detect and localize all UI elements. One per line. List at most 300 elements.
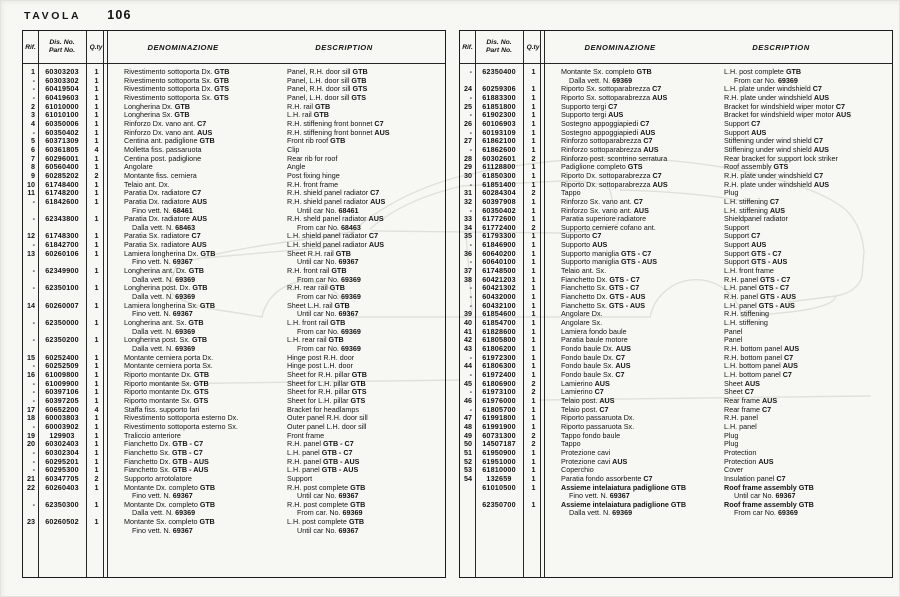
denominazione-text: Supporto C7 — [561, 231, 602, 241]
description-text: R.H. plate under windshield C7 — [724, 170, 824, 180]
description-text: Until car No. 69367 — [297, 525, 359, 535]
ref-number-cell: 6 — [31, 144, 35, 154]
table-row — [23, 354, 445, 363]
denominazione-text: Molletta fiss. passaruota — [124, 144, 202, 154]
ref-number-cell: - — [32, 75, 35, 85]
table-row — [23, 518, 445, 527]
quantity-cell: 1 — [94, 214, 99, 224]
part-number-cell: 61991800 — [482, 413, 516, 423]
quantity-cell: 1 — [531, 499, 536, 509]
part-number-cell: 60419504 — [45, 84, 79, 94]
table-row — [23, 336, 445, 345]
denominazione-text: Fondo baule Sx. AUS — [561, 361, 631, 371]
part-number-cell: 61772600 — [482, 214, 516, 224]
description-text: L.H. panel GTS - AUS — [724, 300, 795, 310]
denominazione-text: Paratia baule motore — [561, 335, 628, 345]
description-text: R.H. panel — [724, 413, 758, 423]
quantity-cell: 1 — [531, 404, 536, 414]
part-number-cell: 60285202 — [45, 170, 79, 180]
ref-number-cell: 47 — [464, 413, 472, 423]
header-divider — [23, 63, 445, 64]
description-text: Until car No. 69367 — [297, 491, 359, 501]
ref-number-cell: - — [469, 292, 472, 302]
header-part-no-line2: Part No. — [48, 47, 76, 54]
denominazione-text: Riporto Sx. sottoparabrezza C7 — [561, 84, 662, 94]
description-text: Outer panel R.H. door sill — [287, 413, 368, 423]
denominazione-text: Fondo baule Sx. C7 — [561, 369, 625, 379]
part-number-cell: 61842600 — [45, 196, 79, 206]
description-text: Sheet for L.H. pillar GTS — [287, 395, 366, 405]
description-text: From car No. 69369 — [297, 344, 361, 353]
quantity-cell: 1 — [531, 144, 536, 154]
table-row — [460, 466, 892, 475]
description-text: L.H. rear rail GTB — [287, 335, 344, 345]
description-text: L.H. stiffening AUS — [724, 205, 786, 215]
description-text: R.H. panel GTS - AUS — [724, 292, 797, 302]
quantity-cell: 1 — [531, 352, 536, 362]
denominazione-text: Longherina Sx. GTB — [124, 110, 190, 120]
denominazione-text: Longherina ant. Sx. GTB — [124, 318, 204, 328]
denominazione-text: Paratia Sx. radiatore AUS — [124, 240, 207, 250]
denominazione-text: Riporto montante Dx. GTS — [124, 387, 209, 397]
table-row — [460, 354, 892, 363]
part-number-cell: 60361805 — [45, 144, 79, 154]
part-number-cell: 61972400 — [482, 369, 516, 379]
part-number-cell: 14507187 — [482, 439, 516, 449]
table-row — [23, 146, 445, 155]
table-row — [23, 267, 445, 276]
part-number-cell: 129903 — [49, 430, 75, 440]
quantity-cell: 1 — [94, 240, 99, 250]
ref-number-cell: 17 — [27, 404, 35, 414]
part-number-cell: 61883300 — [482, 92, 516, 102]
denominazione-text: Paratia Dx. radiatore C7 — [124, 188, 202, 198]
denominazione-text: Fino vett. N. 69367 — [132, 525, 193, 535]
description-text: L.H. bottom panel AUS — [724, 361, 798, 371]
ref-number-cell: 1 — [31, 67, 35, 76]
quantity-cell: 1 — [531, 84, 536, 94]
part-number-cell: 61842700 — [45, 240, 79, 250]
table-row — [460, 423, 892, 432]
ref-number-cell: 20 — [27, 439, 35, 449]
denominazione-text: Riporto montante Sx. GTS — [124, 395, 209, 405]
table-row — [460, 284, 892, 293]
denominazione-text: Lamiera fondo baule — [561, 326, 627, 336]
description-text: R.H. post complete GTB — [287, 482, 366, 492]
denominazione-text: Lamierino C7 — [561, 387, 604, 397]
ref-number-cell: 29 — [464, 162, 472, 172]
header-denominazione: DENOMINAZIONE — [584, 42, 656, 52]
part-number-cell: 62343800 — [45, 214, 79, 224]
part-number-cell: 62350400 — [482, 67, 516, 76]
quantity-cell: 1 — [531, 196, 536, 206]
part-number-cell: 60652200 — [45, 404, 79, 414]
description-text: Protection — [724, 447, 757, 457]
parts-table-right — [459, 30, 893, 578]
part-number-cell: 61806300 — [482, 361, 516, 371]
quantity-cell: 1 — [94, 196, 99, 206]
part-number-cell: 61748200 — [45, 188, 79, 198]
denominazione-text: Telaio ant. Dx. — [124, 179, 170, 189]
table-row — [23, 458, 445, 467]
part-number-cell: 61973100 — [482, 387, 516, 397]
ref-number-cell: 25 — [464, 101, 472, 111]
quantity-cell: 1 — [531, 170, 536, 180]
denominazione-text: Rinforzo post. scontrino serratura — [561, 153, 668, 163]
ref-number-cell: 39 — [464, 309, 472, 319]
denominazione-text: Fianchetto Dx. GTS - AUS — [561, 292, 646, 302]
description-text: L.H. shield panel radiator AUS — [287, 240, 385, 250]
denominazione-text: Lamiera longherina Dx. GTB — [124, 248, 216, 258]
description-text: L.H. shield panel radiator C7 — [287, 231, 379, 241]
table-row — [23, 380, 445, 389]
header-dis-no: Dis. No. — [49, 38, 75, 46]
ref-number-cell: 53 — [464, 465, 472, 475]
quantity-cell: 1 — [531, 214, 536, 224]
quantity-cell: 1 — [94, 162, 99, 172]
ref-number-cell: 33 — [464, 214, 472, 224]
description-text: From car No. 69369 — [297, 326, 361, 336]
part-number-cell: 132659 — [486, 473, 512, 483]
denominazione-text: Rivestimento sottoporta Sx. GTS — [124, 92, 229, 102]
description-text: From car. No. 69369 — [297, 508, 363, 518]
ref-number-cell: 31 — [464, 188, 472, 198]
ref-number-cell: - — [32, 240, 35, 250]
denominazione-text: Fianchetto Dx. GTB - C7 — [124, 439, 204, 449]
part-number-cell: 61806900 — [482, 378, 516, 388]
quantity-cell: 1 — [531, 231, 536, 241]
ref-number-cell: - — [32, 196, 35, 206]
description-text: R.H. bottom panel C7 — [724, 352, 794, 362]
description-text: L.H. post complete GTB — [287, 517, 365, 527]
part-number-cell: 61850300 — [482, 170, 516, 180]
ref-number-cell: 30 — [464, 170, 472, 180]
table-header — [460, 31, 892, 63]
description-text: R.H. sheld panel radiator AUS — [287, 214, 384, 224]
part-number-cell: 61009800 — [45, 369, 79, 379]
description-text: L.H. panel GTB - AUS — [287, 465, 359, 475]
quantity-cell: 1 — [94, 439, 99, 449]
table-row — [460, 345, 892, 354]
ref-number-cell: - — [469, 205, 472, 215]
table-row — [460, 432, 892, 441]
description-text: Bracket for windshield wiper motor AUS — [724, 110, 852, 120]
denominazione-text: Rivestimento sottoporta esterno Dx. — [124, 413, 239, 423]
ref-number-cell: 26 — [464, 118, 472, 128]
quantity-cell: 1 — [94, 378, 99, 388]
description-text: Bracket for windshield wiper motor C7 — [724, 101, 846, 111]
table-row — [460, 155, 892, 164]
denominazione-text: Riporto passaruota Sx. — [561, 421, 635, 431]
part-number-cell: 61851400 — [482, 179, 516, 189]
ref-number-cell: 19 — [27, 430, 35, 440]
ref-number-cell: 41 — [464, 326, 472, 336]
denominazione-text: Rinforzo sottoparabrezza AUS — [561, 144, 659, 154]
denominazione-text: Tappo — [561, 439, 581, 449]
description-text: Sheet AUS — [724, 378, 760, 388]
ref-number-cell: 43 — [464, 344, 472, 353]
ref-number-cell: 15 — [27, 352, 35, 362]
ref-number-cell — [23, 207, 38, 216]
ref-number-cell — [23, 492, 38, 501]
table-row — [23, 440, 445, 449]
quantity-cell: 1 — [531, 127, 536, 137]
ref-number-cell: 35 — [464, 231, 472, 241]
table-row — [23, 68, 445, 77]
part-number-cell: 61772400 — [482, 222, 516, 232]
quantity-cell: 1 — [531, 413, 536, 423]
part-number-cell: 61010100 — [45, 110, 79, 120]
quantity-cell: 1 — [94, 266, 99, 276]
denominazione-text: Supporto AUS — [561, 240, 608, 250]
ref-number-cell: 5 — [31, 136, 35, 146]
description-text: R.H. rear rail GTB — [287, 283, 345, 293]
quantity-cell: 1 — [531, 110, 536, 120]
ref-number-cell: 38 — [464, 274, 472, 284]
description-text: R.H. front frame — [287, 179, 339, 189]
part-number-cell: 61902300 — [482, 110, 516, 120]
part-number-cell: 61009900 — [45, 378, 79, 388]
ref-number-cell: 34 — [464, 222, 472, 232]
denominazione-text: Fianchetto Sx. GTS - C7 — [561, 283, 640, 293]
part-number-cell: 60295201 — [45, 456, 79, 466]
name-description-cell — [107, 527, 445, 536]
quantity-cell: 1 — [531, 447, 536, 457]
table-row — [23, 527, 445, 536]
table-row — [23, 215, 445, 224]
ref-number-cell: - — [32, 378, 35, 388]
quantity-cell: 1 — [531, 240, 536, 250]
ref-number-cell: 37 — [464, 266, 472, 276]
part-number-cell: 61991900 — [482, 421, 516, 431]
table-row — [23, 466, 445, 475]
part-number-cell: 62350700 — [482, 499, 516, 509]
header-denominazione: DENOMINAZIONE — [147, 42, 219, 52]
part-number-cell: 62350300 — [45, 499, 79, 509]
part-number-cell: 60419603 — [45, 92, 79, 102]
table-row — [460, 232, 892, 241]
description-text: Sheet for R.H. pillar GTS — [287, 387, 367, 397]
tavola-number: 106 — [107, 8, 132, 22]
quantity-cell: 1 — [94, 430, 99, 440]
table-row — [460, 458, 892, 467]
denominazione-text: Montante Sx. completo GTB — [561, 67, 652, 76]
denominazione-text: Fianchetto Sx. GTB - AUS — [124, 465, 209, 475]
description-text: R.H. stiffening front bonnet C7 — [287, 118, 384, 128]
description-text: Support GTS - AUS — [724, 257, 788, 267]
denominazione-text: Fianchetto Dx. GTS - C7 — [561, 274, 640, 284]
table-row — [23, 432, 445, 441]
description-text: From car No. 69369 — [734, 508, 798, 518]
part-number-cell: 61950900 — [482, 447, 516, 457]
ref-number-cell: 51 — [464, 447, 472, 457]
denominazione-text: Supporto tergi AUS — [561, 110, 624, 120]
table-row — [460, 120, 892, 129]
quantity-cell: 1 — [531, 257, 536, 267]
ref-number-cell: - — [32, 387, 35, 397]
part-number-cell: 61010000 — [45, 101, 79, 111]
quantity-cell: 2 — [531, 153, 536, 163]
table-row — [23, 224, 445, 233]
denominazione-text: Rivestimento sottoporta esterno Sx. — [124, 421, 238, 431]
denominazione-text: Coperchio — [561, 465, 594, 475]
part-number-cell: 60347705 — [45, 473, 79, 483]
description-text: Plug — [724, 188, 739, 198]
description-text: Plug — [724, 439, 739, 449]
part-number-cell: 61854700 — [482, 318, 516, 328]
table-row — [23, 302, 445, 311]
quantity-cell: 1 — [531, 292, 536, 302]
ref-number-cell: 27 — [464, 136, 472, 146]
table-row — [460, 388, 892, 397]
table-row — [23, 319, 445, 328]
denominazione-text: Riporto passaruota Dx. — [561, 413, 635, 423]
description-text: Support — [724, 222, 750, 232]
ref-number-cell: 23 — [27, 517, 35, 527]
denominazione-text: Longherina post. Dx. GTB — [124, 283, 208, 293]
ref-number-cell: - — [32, 127, 35, 137]
denominazione-text: Staffa fiss. supporto fari — [124, 404, 200, 414]
part-number-cell: 61810000 — [482, 465, 516, 475]
description-text: Until car No. 69367 — [297, 257, 359, 267]
part-number-cell: 60260502 — [45, 517, 79, 527]
denominazione-text: Paratia fondo assorbente C7 — [561, 473, 653, 483]
table-row — [23, 328, 445, 337]
quantity-cell: 1 — [531, 335, 536, 345]
description-text: Panel, R.H. door sill GTS — [287, 84, 368, 94]
description-text: R.H. rail GTB — [287, 101, 331, 111]
denominazione-text: Padiglione completo GTS — [561, 162, 643, 172]
header-rif: Rif. — [462, 43, 473, 51]
part-number-cell: 60421302 — [482, 283, 516, 293]
denominazione-text: Fianchetto Dx. GTB - AUS — [124, 456, 209, 466]
table-body — [23, 68, 445, 535]
ref-number-cell: 52 — [464, 456, 472, 466]
table-row — [23, 103, 445, 112]
description-text: From car No. 69369 — [297, 292, 361, 302]
quantity-cell: 1 — [94, 110, 99, 120]
denominazione-text: Paratia superiore radiatore — [561, 214, 647, 224]
denominazione-text: Fianchetto Sx. GTB - C7 — [124, 447, 203, 457]
table-row — [460, 68, 892, 77]
table-row — [23, 388, 445, 397]
quantity-cell: 1 — [94, 499, 99, 509]
ref-number-cell: 45 — [464, 378, 472, 388]
table-row — [460, 310, 892, 319]
page-title — [24, 8, 132, 22]
ref-number-cell: - — [32, 335, 35, 345]
ref-number-cell: - — [469, 67, 472, 76]
denominazione-text: Angolare Sx. — [561, 318, 603, 328]
table-row — [460, 509, 892, 518]
part-number-cell: 60302304 — [45, 447, 79, 457]
ref-number-cell: 9 — [31, 170, 35, 180]
description-text: Bracket for headlamps — [287, 404, 359, 414]
part-number-cell: 61793300 — [482, 231, 516, 241]
ref-number-cell: - — [32, 456, 35, 466]
quantity-cell: 1 — [94, 136, 99, 146]
quantity-cell: 1 — [531, 118, 536, 128]
description-text: Stiffening under wind shield C7 — [724, 136, 823, 146]
part-number-cell: 60296001 — [45, 153, 79, 163]
denominazione-text: Supporto maniglia GTS - C7 — [561, 248, 652, 258]
denominazione-text: Supporto arrotolatore — [124, 473, 192, 483]
description-text: Support GTS - C7 — [724, 248, 782, 258]
description-text: Outer panel L.H. door sill — [287, 421, 367, 431]
ref-number-cell — [460, 492, 475, 501]
table-row — [460, 484, 892, 493]
quantity-cell: 1 — [531, 205, 536, 215]
denominazione-text: Riporto montante Sx. GTB — [124, 378, 209, 388]
table-row — [23, 155, 445, 164]
part-number-cell: 61010500 — [482, 482, 516, 492]
quantity-cell: 2 — [531, 378, 536, 388]
description-text: Panel — [724, 326, 743, 336]
description-text: R.H. shield panel radiator C7 — [287, 188, 380, 198]
description-text: R.H. panel GTB - AUS — [287, 456, 360, 466]
table-row — [460, 224, 892, 233]
header-part-no — [475, 31, 523, 63]
ref-number-cell: 18 — [27, 413, 35, 423]
quantity-cell: 1 — [531, 67, 536, 76]
part-number-cell: 61128800 — [482, 162, 516, 172]
denominazione-text: Telaio post. AUS — [561, 395, 615, 405]
part-number-cell: 62350000 — [45, 318, 79, 328]
ref-number-cell: 8 — [31, 162, 35, 172]
description-text: Cover — [724, 465, 744, 475]
description-text: L.H. panel — [724, 421, 757, 431]
table-row — [23, 484, 445, 493]
description-text: Front rib roof GTB — [287, 136, 346, 146]
description-text: Support C7 — [724, 118, 761, 128]
denominazione-text: Rinforzo Sx. vano ant. C7 — [561, 196, 643, 206]
ref-number-cell: - — [32, 465, 35, 475]
denominazione-text: Montante Sx. completo GTB — [124, 517, 215, 527]
ref-number-cell: - — [32, 84, 35, 94]
part-number-cell: 60397106 — [45, 387, 79, 397]
description-text: Rear frame C7 — [724, 404, 772, 414]
table-row — [23, 371, 445, 380]
table-row — [23, 181, 445, 190]
denominazione-text: Assieme intelaiatura padiglione GTB — [561, 482, 687, 492]
denominazione-text: Tappo — [561, 188, 581, 198]
quantity-cell: 1 — [531, 395, 536, 405]
description-text: Sheet for L.H. pillar GTB — [287, 378, 366, 388]
quantity-cell: 2 — [531, 188, 536, 198]
ref-number-cell: - — [32, 283, 35, 293]
denominazione-text: Dalla vett. N. 68463 — [132, 222, 196, 232]
part-number-cell: 60003902 — [45, 421, 79, 431]
table-row — [23, 423, 445, 432]
ref-number-cell: 28 — [464, 153, 472, 163]
quantity-cell: 1 — [94, 231, 99, 241]
table-row — [460, 267, 892, 276]
ref-number-cell: - — [32, 395, 35, 405]
part-number-cell: 60259306 — [482, 84, 516, 94]
table-row — [23, 475, 445, 484]
quantity-cell: 1 — [531, 344, 536, 353]
description-text: R.H. panel GTB - C7 — [287, 439, 354, 449]
denominazione-text: Fino vett. N. 69367 — [132, 491, 193, 501]
ref-number-cell — [23, 527, 38, 536]
description-text: Hinge post R.H. door — [287, 352, 355, 362]
quantity-cell: 2 — [531, 222, 536, 232]
ref-number-cell: - — [32, 92, 35, 102]
quantity-cell: 1 — [94, 447, 99, 457]
ref-number-cell: - — [469, 352, 472, 362]
denominazione-text: Fino vett. N. 69367 — [569, 491, 630, 501]
denominazione-text: Fianchetto Sx. GTS - AUS — [561, 300, 646, 310]
